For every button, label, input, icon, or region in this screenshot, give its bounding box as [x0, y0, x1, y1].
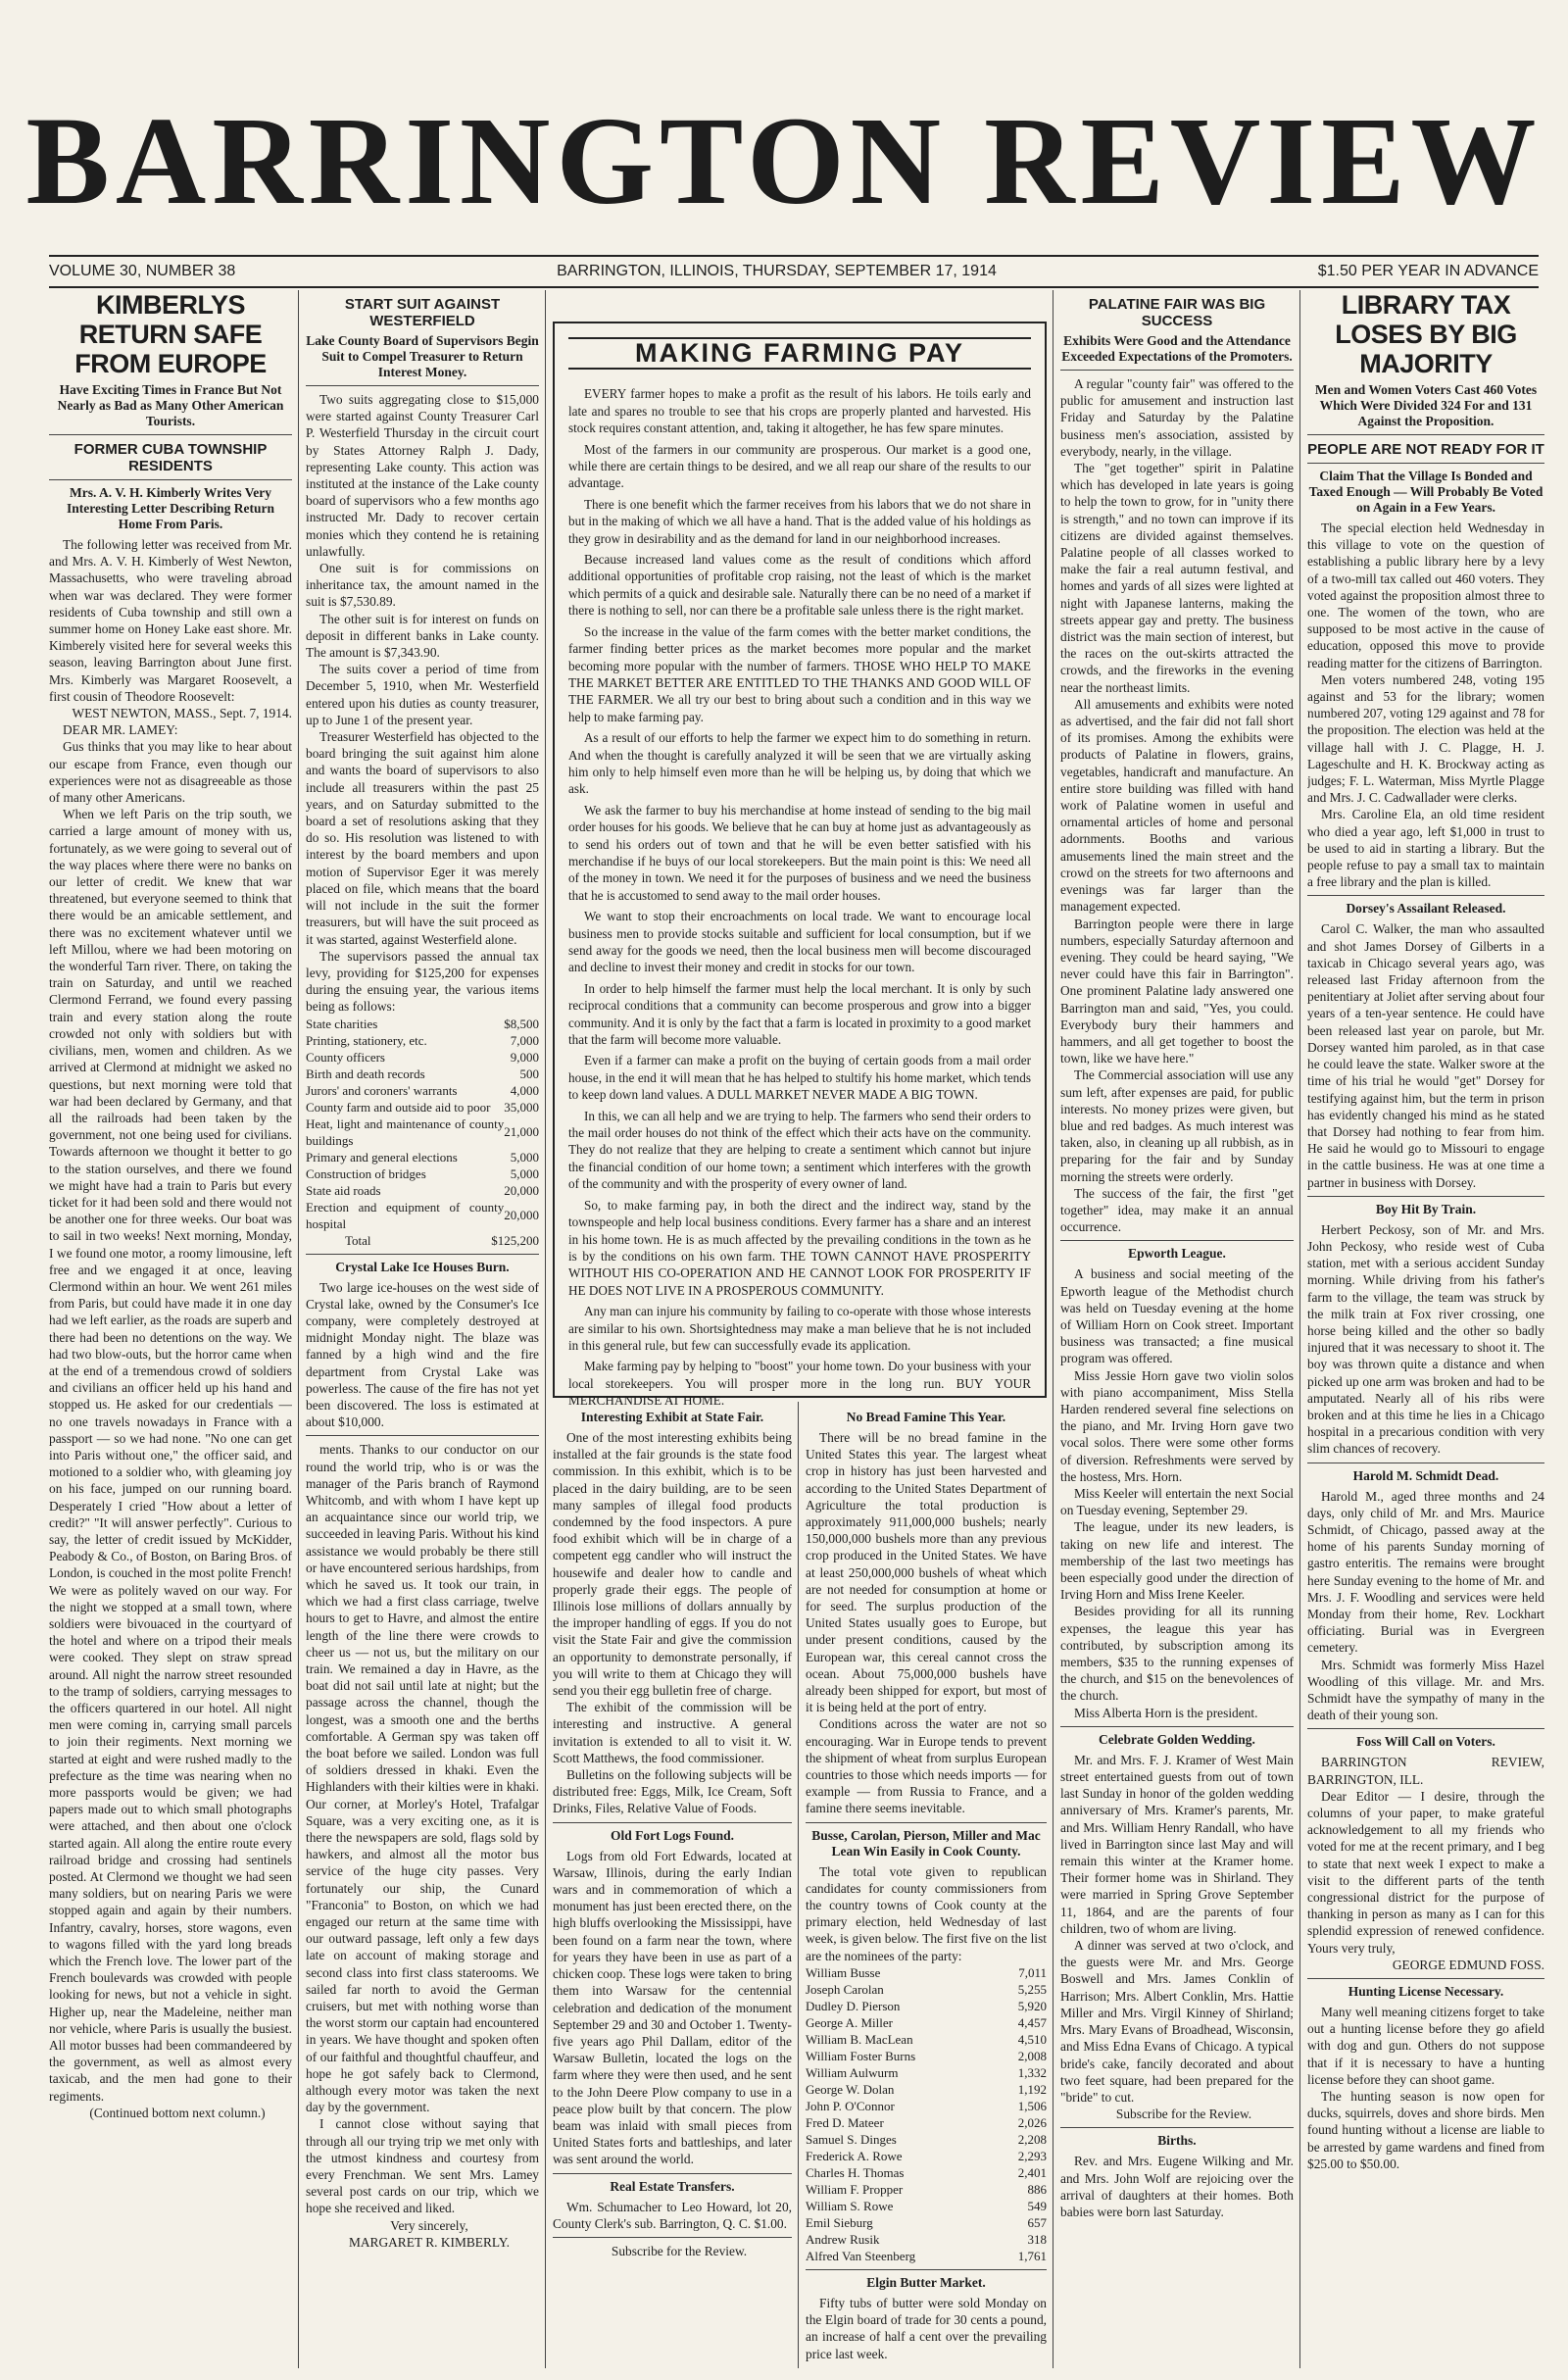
- article-paragraph: Rev. and Mrs. Eugene Wilking and Mr. and Mrs. John Wolf are rejoicing over the arrival of daughters at their homes. Both babies were born last Saturday.: [1060, 2154, 1294, 2219]
- article-paragraph: Most of the farmers in our community are prosperous. Our market is a good one, while there are certain things to be desired, and we all reap our share of the results to our advantage.: [568, 441, 1031, 491]
- article-paragraph: Bulletins on the following subjects will be distributed free: Eggs, Milk, Ice Cream, Soft Drinks, Files, Relative Value of Foods.: [553, 1767, 792, 1816]
- article-paragraph: The success of the fair, the first "get together" idea, may make it an annual occurrence.: [1060, 1185, 1294, 1235]
- candidate-name: William Foster Burns: [806, 2048, 916, 2063]
- article-paragraph: Gus thinks that you may like to hear about our escape from France, even though our experiences were not as disagreeable as those of many other Americans.: [49, 739, 292, 806]
- article-paragraph: Miss Keeler will entertain the next Social on Tuesday evening, September 29.: [1060, 1486, 1294, 1518]
- levy-amount: 500: [519, 1066, 539, 1081]
- article-paragraph: The hunting season is now open for ducks, squirrels, doves and shore birds. Men found hunting without a license are liable to be arrested by game wardens and fined from $25.00 to $50.00.: [1307, 2089, 1544, 2171]
- article-paragraph: The other suit is for interest on funds on deposit in different banks in Lake county. The amount is $7,343.90.: [306, 611, 539, 661]
- vote-row: [806, 1981, 1047, 1998]
- place-date: BARRINGTON, ILLINOIS, THURSDAY, SEPTEMBER 17, 1914: [557, 263, 997, 279]
- article-paragraph: Many well meaning citizens forget to take out a hunting license before they go afield with dog and gun. Others do not suppose that if it is necessary to have a hunting license before they can shoot game.: [1307, 2005, 1544, 2087]
- candidate-votes: 549: [1027, 2198, 1047, 2213]
- levy-item: Printing, stationery, etc.: [306, 1032, 427, 1048]
- candidate-name: George A. Miller: [806, 2014, 893, 2030]
- making-farming-pay-box: [553, 322, 1047, 1409]
- levy-amount: 5,000: [510, 1149, 539, 1165]
- candidate-name: William S. Rowe: [806, 2198, 894, 2213]
- article-paragraph: Harold M., aged three months and 24 days, only child of Mr. and Mrs. Maurice Schmidt, of Chicago, passed away at the home of his parents Sunday morning of gastro enteritis. The remains were brought here Sunday evening to the home of Mr. and Mrs. J. F. Woodling and services were held Monday from their home, Rev. Lockhart officiating. Burial was in Evergreen cemetery.: [1307, 1488, 1544, 1656]
- article-paragraph: Conditions across the water are not so encouraging. War in Europe tends to prevent the shipment of wheat from surplus European countries to those which needs imports — for example — from Russia to France, and a famine there seems inevitable.: [806, 1716, 1047, 1816]
- candidate-name: William F. Propper: [806, 2181, 904, 2197]
- tax-levy-total: Total $125,200: [345, 1232, 539, 1248]
- candidate-name: Dudley D. Pierson: [806, 1998, 901, 2013]
- candidate-name: Andrew Rusik: [806, 2231, 880, 2247]
- letter-salutation: DEAR MR. LAMEY:: [63, 722, 178, 738]
- article-paragraph: Herbert Peckosy, son of Mr. and Mrs. John Peckosy, who reside west of Cuba station, met with a serious accident Sunday morning. While driving from his father's farm to the village, the team was struck by the milk train at Fox river crossing, one horse being killed and the other so badly injured that it was necessary to shoot it. The boy was thrown quite a distance and when picked up one arm was broken and had to be amputated. Nearly all of his ribs were broken and at this time he lies in a Chicago hospital in a precarious condition with very slim chances of recovery.: [1307, 1221, 1544, 1457]
- subhead: Claim That the Village Is Bonded and Taxed Enough — Will Probably Be Voted on Again in a Few Years.: [1308, 469, 1544, 515]
- article-paragraph: All amusements and exhibits were noted as advertised, and the fair did not fall short of its promises. Among the exhibits were products of Palatine in flowers, grains, vegetables, handicraft and manufacture. An entire store building was filled with hand work of Palatine women in useful and ornamental articles of home and personal adornments. Booths and various amusements lined the main street and the crowd on the streets for two afternoons and evenings was far larger than the management expected.: [1060, 696, 1294, 915]
- levy-amount: 21,000: [504, 1124, 539, 1140]
- article-paragraph: Wm. Schumacher to Leo Howard, lot 20, County Clerk's sub. Barrington, Q. C. $1.00.: [553, 2199, 792, 2231]
- dateline: [49, 255, 1539, 288]
- candidate-votes: 1,192: [1017, 2081, 1047, 2097]
- article-paragraph: The special election held Wednesday in this village to vote on the question of establishing a public library here by a levy of a two-mill tax called out 460 voters. They voted against the proposition almost three to one. The women of the town, who are supposed to be most active in the cause of education, opposed this move to provide reading matter for the citizens of Barrington.: [1307, 521, 1544, 670]
- headline-bread-famine: No Bread Famine This Year.: [846, 1410, 1006, 1424]
- primary-votes-table: [806, 1964, 1047, 2264]
- vote-row: [806, 2048, 1047, 2064]
- article-paragraph: So the increase in the value of the farm comes with the better market conditions, the farmer finding better prices as the market becomes more popular and the market becoming more popular with the number of farmers. THOSE WHO HELP TO MAKE THE MARKET BETTER ARE ENTITLED TO THE THANKS AND GOOD WILL OF THE FARMER. We all try our best to bring about such a condition and in this way we help to make farming pay.: [568, 623, 1031, 724]
- article-paragraph: The supervisors passed the annual tax levy, providing for $125,200 for expenses during the ensuing year, the various items being as follows:: [306, 948, 539, 1015]
- headline-golden-wedding: Celebrate Golden Wedding.: [1099, 1731, 1255, 1747]
- article-paragraph: Mr. and Mrs. F. J. Kramer of West Main street entertained guests from out of town last Sunday in honor of the golden wedding anniversary of Mrs. Kramer's parents, Mr. and Mrs. William Henry Randall, who have lived in Barrington since last May and will remain this winter at the Kramer home. Their former home was in Shirland. They were married in Spring Grove September 11, 1864, and are the parents of four children, two of whom are living.: [1060, 1752, 1294, 1936]
- masthead-title: BARRINGTON REVIEW: [25, 91, 1543, 230]
- column-rule: [798, 1402, 799, 2368]
- vote-row: [806, 2064, 1047, 2081]
- vote-row: [806, 2214, 1047, 2231]
- article-paragraph: We ask the farmer to buy his merchandise at home instead of sending to the big mail order houses for his goods. We believe that he can buy at home just as advantageously as to send his orders out of town and that he will be even better satisfied with his merchandise if he buys of our local storekeepers. But the main point is this: We need all of the money in town. We need it for the purposes of business and we need the business that he is accustomed to send away to the mail order houses.: [568, 802, 1031, 903]
- candidate-name: Emil Sieburg: [806, 2214, 873, 2230]
- vote-row: [806, 2198, 1047, 2214]
- candidate-votes: 5,920: [1017, 1998, 1047, 2013]
- article-paragraph: The suits cover a period of time from December 5, 1910, when Mr. Westerfield entered upon his duties as county treasurer, up to June 1 of the present year.: [306, 662, 539, 727]
- vote-row: [806, 2114, 1047, 2131]
- candidate-votes: 2,008: [1017, 2048, 1047, 2063]
- headline-real-estate: Real Estate Transfers.: [610, 2178, 735, 2194]
- article-paragraph: The Commercial association will use any sum left, after expenses are paid, for public interests. No money prizes were given, but blue and red badges. As much interest was taken, also, in cleaning up all rubbish, as in preparing for the fair and by Sunday morning the streets were orderly.: [1060, 1067, 1294, 1184]
- candidate-votes: 1,506: [1017, 2098, 1047, 2113]
- subhead: FORMER CUBA TOWNSHIP RESIDENTS: [74, 441, 268, 474]
- candidate-name: Joseph Carolan: [806, 1981, 884, 1997]
- article-paragraph: So, to make farming pay, in both the direct and the indirect way, stand by the townspeople and help local business conditions. Every farmer has a share and an interest in his home town. He is as much affected by the prevailing conditions in the town as he is by the conditions on his own farm. THE TOWN CANNOT HAVE PROSPERITY WITHOUT HIS CO-OPERATION AND HE CANNOT LOOK FOR PROSPERITY IF HE DOES NOT LIVE IN A PROSPEROUS COMMUNITY.: [568, 1197, 1031, 1298]
- article-paragraph: The following letter was received from Mr. and Mrs. A. V. H. Kimberly of West Newton, Massachusetts, who were traveling abroad when war was declared. They were former residents of Cuba township and still own a summer home on Honey Lake east shore. Mr. Kimberely visited here for several weeks this season, leaving Barrington about June first. Mrs. Kimberly was Margaret Roosevelt, a first cousin of Theodore Roosevelt:: [49, 537, 292, 704]
- column-palatine: [1060, 290, 1294, 2358]
- box-title: MAKING FARMING PAY: [568, 337, 1031, 370]
- headline-kimberly: KIMBERLYS RETURN SAFE FROM EUROPE: [74, 290, 267, 378]
- levy-row: [306, 1199, 539, 1232]
- candidate-name: John P. O'Connor: [806, 2098, 895, 2113]
- vote-row: [806, 2231, 1047, 2248]
- article-paragraph: BARRINGTON REVIEW, BARRINGTON, ILL.: [1307, 1755, 1544, 1787]
- column-rule: [298, 290, 299, 2368]
- levy-item: Construction of bridges: [306, 1165, 426, 1181]
- candidate-votes: 7,011: [1018, 1964, 1047, 1980]
- candidate-votes: 2,401: [1017, 2164, 1047, 2180]
- levy-item: County officers: [306, 1049, 385, 1065]
- levy-row: [306, 1099, 539, 1116]
- candidate-name: Fred D. Mateer: [806, 2114, 884, 2130]
- levy-row: [306, 1116, 539, 1149]
- candidate-votes: 2,026: [1017, 2114, 1047, 2130]
- subscribe-note: Subscribe for the Review.: [611, 2243, 748, 2258]
- levy-amount: 20,000: [504, 1182, 539, 1198]
- levy-row: [306, 1016, 539, 1032]
- levy-row: [306, 1082, 539, 1099]
- candidate-votes: 4,457: [1017, 2014, 1047, 2030]
- article-paragraph: In order to help himself the farmer must help the local merchant. It is only by such reciprocal conditions that a community can become prosperous and grow into a bigger community. And it is only by the fact that a farm is located in proximity to a good market that the farm will become more valuable.: [568, 980, 1031, 1048]
- candidate-votes: 657: [1027, 2214, 1047, 2230]
- newspaper-page: [16, 10, 1552, 2370]
- vote-row: [806, 1964, 1047, 1981]
- headline-primary: Busse, Carolan, Pierson, Miller and Mac Lean Win Easily in Cook County.: [811, 1827, 1041, 1859]
- candidate-votes: 318: [1027, 2231, 1047, 2247]
- headline-state-fair: Interesting Exhibit at State Fair.: [580, 1410, 764, 1424]
- continued-note: (Continued bottom next column.): [89, 2105, 266, 2120]
- article-paragraph: In this, we can all help and we are trying to help. The farmers who send their orders to the mail order houses do not think of the effect which their acts have on the community. They do not realize that they are helping to create a sentiment which cannot but injure the financial condition of our home town; a sentiment which interferes with the growth of the community and with the prosperity of every owner of land.: [568, 1108, 1031, 1192]
- article-paragraph: ments. Thanks to our conductor on our round the world trip, who is or was the manager of the Paris branch of Raymond Whitcomb, and with whom I have kept up an acquaintance since our world trip, we succeeded in leaving Paris. Without his kind assistance we would probably be there still or have encountered serious hardships, from which he saved us. It took our train, in which we had a first class carriage, twelve hours to get to Havre, and almost the entire length of the line there were crowds to cheer us — not us, but the military on our train. We remained a day in Havre, as the boat did not sail until late at night; but the passage across the channel, though the longest, was a smooth one and the berths comfortable. A German spy was taken off the boat before we sailed. London was full of soldiers dressed in khaki. Even the Highlanders with their kilties were in khaki. Our corner, at Morley's Hotel, Trafalgar Square, was a very exciting one, as it is there the newspapers are sold, flags sold by hawkers, and almost all the motor bus service of the huge city passes. Very fortunately our ship, the Cunard "Franconia" to Boston, on which we had engaged our return at the same time with our outward passage, left only a few days late on account of making storage and second class into first class staterooms. We sailed far north to avoid the German cruisers, but met with nothing worse than the worst storm our captain had encountered in years. We have thought and spoken often of our faithful and thoughtful chauffeur, and hope he got safely back to Clermond, although every motor was taken the next day by the government.: [306, 1442, 539, 2115]
- article-paragraph: Logs from old Fort Edwards, located at Warsaw, Illinois, during the early Indian wars and in commemoration of which a monument has just been erected there, on the high bluffs overlooking the Mississippi, have been found on a farm near the town, where for years they have been in use as part of a chicken coop. These logs were taken to bring them into Warsaw for the centennial celebration and dedication of the monument September 29 and 30 and October 1. Twenty-five years ago Phil Dallam, editor of the Warsaw Bulletin, located the logs on the farm where they were then used, and he sent to the John Deere Plow company to use in a peace plow built by that concern. The plow beam was inlaid with small pieces from United States forts and battleships, and later was sent around the world.: [553, 1848, 792, 2167]
- article-paragraph: When we left Paris on the trip south, we carried a large amount of money with us, fortunately, as we were going to several out of the way places where there were no banks on our letter of credit. We knew that war threatened, but everyone seemed to think that there would be an amicable settlement, and there was no excitement whatever until we left Millou, where we had been motoring on the wonderful Tarn river. There, on taking the train on Saturday, and until we reached Clermond Ferrand, we found every passing train and every station along the route crowded not only with soldiers but with civilians, men, women and children. As we arrived at Clermond at midnight we asked no questions, but next morning were told that war had been declared by Germany, and that all the railroads had been taken by the government, not one being used for civilians. Towards afternoon we thought it better to go to the station ourselves, and there we found we might have had a train to Paris but every ticket for it had been sold and there would not be another one for three weeks. Our boat was to sail in two weeks! Next morning, Monday, I we found one motor, a roomy limousine, left free and we engaged it at once, leaving Clermond within an hour. We went 261 miles from Paris, but could have made it in one day had we left earlier, as the roads are superb and there had been no detentions on the way. We had two blow-outs, but the horror came when at the end of a tremendous crowd of soldiers and civilians an officer held up his hand and stopped us. He asked for our credentials — no one travels nowadays in France with a passport — so we had none. "No one can get into Paris without one," the officer said, and motioned to a soldier who, with gleaming joy on his face, jumped on our running board. Desperately I cried "How about a letter of credit?" "It will answer perfectly". Curious to say, the letter of credit issued by McKidder, Peabody & Co., of Boston, on Baring Bros. of London, is couched in the most polite French! We were as politely waved on our way. For the night we stopped at a small town, where soldiers were bivouaced in the courtyard of the hotel and where on a tripod their meals were cooked. They slept on straw spread around. All night the narrow street resounded to the tramp of soldiers, carrying messages to the officers quartered in our hotel. All night men were coming in, carrying small parcels to join their regiments. Next morning we started at eight and were rushed madly to the prefecture as the time was nearing when no more passports would be given; we had papers made out to which small photographs were attached, and then about one o'clock started again. All along the entire route every railroad bridge and crossing had sentinels posted. At Clermond we thought we had seen many soldiers, but on nearing Paris we were stopped again and again by their numbers. Infantry, cavalry, horses, store wagons, even to wagons filled with the yard long breads which the French love. The lower part of the French boulevards was crowded with people looking for news, but not a vehicle in sight. Higher up, near the Madeleine, neither man nor vehicle, where Paris is usually the busiest. All motor busses had been commandeered by the government, as well as almost every taxicab, and the men had gone to their regiments.: [49, 807, 292, 2104]
- subscribe-note: Subscribe for the Review.: [1115, 2107, 1252, 2122]
- headline-butter: Elgin Butter Market.: [866, 2274, 986, 2290]
- levy-item: State aid roads: [306, 1182, 381, 1198]
- candidate-name: William Aulwurm: [806, 2064, 899, 2080]
- candidate-votes: 886: [1027, 2181, 1047, 2197]
- subhead: Lake County Board of Supervisors Begin Suit to Compel Treasurer to Return Interest Money.: [306, 333, 539, 379]
- levy-item: State charities: [306, 1016, 378, 1031]
- column-westerfield: [306, 290, 539, 2358]
- headline-boy-hit: Boy Hit By Train.: [1375, 1201, 1477, 1216]
- levy-amount: 4,000: [510, 1082, 539, 1098]
- levy-row: [306, 1049, 539, 1066]
- headline-ice-houses: Crystal Lake Ice Houses Burn.: [335, 1259, 510, 1274]
- levy-row: [306, 1149, 539, 1165]
- headline-epworth: Epworth League.: [1128, 1246, 1226, 1262]
- article-paragraph: Men voters numbered 248, voting 195 against and 53 for the library; women numbered 207, voting 129 against and 78 for the proposition. The election was held at the village hall with J. C. Plagge, H. J. Lageschulte and H. K. Brockway acting as judges; F. L. Waterman, Miss Myrtle Plagge and Mrs. J. C. Cadwallader were clerks.: [1307, 671, 1544, 806]
- vote-row: [806, 2014, 1047, 2031]
- headline-westerfield: START SUIT AGAINST WESTERFIELD: [344, 296, 501, 329]
- levy-item: Erection and equipment of county hospital: [306, 1199, 505, 1231]
- article-paragraph: A dinner was served at two o'clock, and the guests were Mr. and Mrs. George Boswell and Mrs. James Conklin of Harrison; Mrs. Albert Conklin, Mrs. Hattie Miller and Mrs. Virgil Kinney of Shirland; Mrs. Mary Evans of Broadhead, Wisconsin, and Miss Edna Evans of Chicago. A typical bride's cake, fancily decorated and about two feet square, had been prepared for the "bride" to cut.: [1060, 1938, 1294, 2105]
- candidate-name: Samuel S. Dinges: [806, 2131, 897, 2147]
- candidate-votes: 2,293: [1017, 2148, 1047, 2163]
- vote-row: [806, 2248, 1047, 2264]
- vote-row: [806, 2164, 1047, 2181]
- headline-births: Births.: [1157, 2133, 1197, 2149]
- candidate-name: Charles H. Thomas: [806, 2164, 905, 2180]
- levy-item: Jurors' and coroners' warrants: [306, 1082, 458, 1098]
- letter-signature: GEORGE EDMUND FOSS.: [1392, 1957, 1544, 1972]
- column-rule: [1299, 290, 1300, 2368]
- headline-fort-logs: Old Fort Logs Found.: [610, 1827, 735, 1843]
- article-paragraph: A regular "county fair" was offered to the public for amusement and instruction last Friday and Saturday by the Palatine business men's association, assisted by everybody, nearly, in the village.: [1060, 376, 1294, 459]
- headline-schmidt: Harold M. Schmidt Dead.: [1352, 1467, 1499, 1483]
- headline-library-tax: LIBRARY TAX LOSES BY BIG MAJORITY: [1335, 290, 1517, 378]
- article-paragraph: One suit is for commissions on inheritance tax, the amount named in the suit is $7,530.89.: [306, 561, 539, 610]
- article-paragraph: Any man can injure his community by failing to co-operate with those whose interests are similar to his own. Shortsightedness may make a man believe that he is not included in this general rule, but few can successfully evade its application.: [568, 1304, 1031, 1353]
- article-paragraph: There will be no bread famine in the United States this year. The largest wheat crop in history has just been harvested and according to the United States Department of Agriculture the total production is approximately 911,000,000 bushels; nearly 150,000,000 bushels more than any previous crop produced in the United States. We have at least 250,000,000 bushels of wheat which are not needed for consumption at home or for seed. The surplus production of the United States usually goes to Europe, but under present conditions, caused by the European war, this cereal cannot cross the ocean. About 75,000,000 bushels have already been shipped for export, but most of it is being held at the port of entry.: [806, 1430, 1047, 1715]
- subhead: Men and Women Voters Cast 460 Votes Which Were Divided 324 For and 131 Against the Proposition.: [1314, 382, 1538, 428]
- vote-row: [806, 2131, 1047, 2148]
- column-library-tax: [1307, 290, 1544, 2358]
- vote-row: [806, 2031, 1047, 2048]
- subhead: Exhibits Were Good and the Attendance Exceeded Expectations of the Promoters.: [1061, 333, 1293, 364]
- volume-number: VOLUME 30, NUMBER 38: [49, 263, 236, 279]
- column-rule: [1053, 290, 1054, 2368]
- letter-place: WEST NEWTON, MASS., Sept. 7, 1914.: [72, 706, 292, 721]
- levy-item: Primary and general elections: [306, 1149, 458, 1165]
- headline-dorsey: Dorsey's Assailant Released.: [1346, 901, 1506, 917]
- article-paragraph: Two large ice-houses on the west side of Crystal lake, owned by the Consumer's Ice company, were completely destroyed at midnight Monday night. The blaze was fanned by a high wind and the fire department from Crystal Lake was powerless. The cause of the fire has not yet been discovered. The loss is estimated at about $10,000.: [306, 1279, 539, 1430]
- levy-item: Heat, light and maintenance of county buildings: [306, 1116, 505, 1148]
- article-paragraph: The "get together" spirit in Palatine which has developed in late years is going to help the town to grow, for in "unity there is strength," and no town can improve if its citizens are divided against themselves. Palatine people of all classes worked to make the fair a real autumn festival, and homes and yards of all sizes were lighted at night with Japanese lanterns, making the streets appear gay and pretty. The business district was the main section of interest, but the races on the out-skirts attracted the crowds, and the fireworks in the evening near the northeast limits.: [1060, 461, 1294, 695]
- article-paragraph: EVERY farmer hopes to make a profit as the result of his labors. He toils early and late and spares no trouble to see that his crops are properly planted and harvested. His stock requires constant attention, and, taking it altogether, he has few spare minutes.: [568, 386, 1031, 436]
- candidate-votes: 2,208: [1017, 2131, 1047, 2147]
- levy-amount: 35,000: [504, 1099, 539, 1115]
- levy-row: [306, 1032, 539, 1049]
- column-kimberly: [49, 290, 292, 2358]
- article-paragraph: The exhibit of the commission will be interesting and instructive. A general invitation is extended to all to visit it. W. Scott Matthews, the food commissioner.: [553, 1700, 792, 1765]
- levy-item: Birth and death records: [306, 1066, 425, 1081]
- article-paragraph: Carol C. Walker, the man who assaulted and shot James Dorsey of Gilberts in a taxicab in Chicago several years ago, was released last Friday afternoon from the penitentiary at Joliet after serving about four years of a ten-year sentence. He could have been released last year on parole, but Mr. Dorsey wanted him paroled, as in that case he could leave the state. Walker swore at the time of his trial he would "get" Dorsey for testifying against him, but the term in prison has evidently changed his mind as he stated that Dorsey had nothing to fear from him. He said he would go to Missouri to engage in the cattle business. He was at one time a partner in business with Dorsey.: [1307, 921, 1544, 1190]
- subscription-price: $1.50 PER YEAR IN ADVANCE: [1317, 263, 1539, 279]
- article-paragraph: Besides providing for all its running expenses, the league this year has contributed, by subscription among its members, $35 to the running expenses of the church, and $15 on the benevolences of the church.: [1060, 1604, 1294, 1704]
- headline-foss: Foss Will Call on Voters.: [1356, 1734, 1495, 1750]
- article-paragraph: Miss Jessie Horn gave two violin solos with piano accompaniment, Miss Stella Harden rendered several fine selections on the piano, and Mr. Irving Horn gave two vocal solos. There were some other forms of diversion. Refreshments were served by the hostess, Mrs. Horn.: [1060, 1367, 1294, 1484]
- levy-row: [306, 1165, 539, 1182]
- vote-row: [806, 2148, 1047, 2164]
- candidate-votes: 1,761: [1017, 2248, 1047, 2263]
- article-paragraph: One of the most interesting exhibits being installed at the fair grounds is the state food commission. In this exhibit, which is to be placed in the dairy building, are to be seen many samples of illegal food products condemned by the food inspectors. A pure food exhibit which will be in charge of a competent egg candler who will instruct the housewife and dealer how to candle and properly grade their eggs. The people of Illinois lose millions of dollars annually by the improper handling of eggs. If you do not visit the State Fair and give the commission an opportunity to demonstrate personally, if you will write to them at Chicago they will send you their egg bulletin free of charge.: [553, 1430, 792, 1699]
- article-paragraph: A business and social meeting of the Epworth league of the Methodist church was held on Tuesday evening at the home of William Horn on Cook street. Important business was transacted; a fine musical program was offered.: [1060, 1266, 1294, 1366]
- tax-levy-table: [306, 1016, 539, 1232]
- article-paragraph: Even if a farmer can make a profit on the buying of certain goods from a mail order house, in the end it will mean that he has helped to stultify his home market, which tends to keep down land values. A DULL MARKET NEVER MADE A BIG TOWN.: [568, 1053, 1031, 1103]
- article-paragraph: Miss Alberta Horn is the president.: [1074, 1705, 1258, 1720]
- article-paragraph: There is one benefit which the farmer receives from his labors that we do not share in but in the making of which we all have a hand. That is the added value of his holdings as they grow in desirability and as the demand for land in our neighborhood increases.: [568, 496, 1031, 546]
- column-state-fair: [553, 1406, 792, 2362]
- column-bread-famine: [806, 1406, 1047, 2362]
- article-paragraph: Make farming pay by helping to "boost" your home town. Do your business with your local storekeepers. You will prosper more in the long run. BUY YOUR MERCHANDISE AT HOME.: [568, 1359, 1031, 1409]
- article-paragraph: Mrs. Schmidt was formerly Miss Hazel Woodling of this village. Mr. and Mrs. Schmidt have the sympathy of many in the death of their young son.: [1307, 1657, 1544, 1723]
- subhead: PEOPLE ARE NOT READY FOR IT: [1307, 441, 1544, 458]
- candidate-name: George W. Dolan: [806, 2081, 895, 2097]
- letter-signature: MARGARET R. KIMBERLY.: [348, 2234, 511, 2250]
- article-paragraph: Fifty tubs of butter were sold Monday on the Elgin board of trade for 30 cents a pound, an increase of half a cent over the prevailing price last week.: [806, 2295, 1047, 2361]
- article-paragraph: Because increased land values come as the result of conditions which afford additional opportunities of profitable crop raising, not the least of which is the market which permits of a quick and desirable sale. Naturally there can be no need of a market if there is nothing to sell, nor can there be a profitable sale unless there is the right market.: [568, 552, 1031, 619]
- levy-amount: 5,000: [510, 1165, 539, 1181]
- levy-amount: $8,500: [504, 1016, 539, 1031]
- vote-row: [806, 2098, 1047, 2114]
- vote-row: [806, 1998, 1047, 2014]
- article-paragraph: Mrs. Caroline Ela, an old time resident who died a year ago, left $1,000 in trust to be used to aid in starting a library. But the people refuse to pay a small tax to maintain a free library and the plan is killed.: [1307, 807, 1544, 890]
- letter-closing: Very sincerely,: [390, 2217, 468, 2233]
- subhead: Mrs. A. V. H. Kimberly Writes Very Interesting Letter Describing Return Home From Paris.: [66, 485, 275, 531]
- headline-hunting: Hunting License Necessary.: [1348, 1984, 1504, 2000]
- article-paragraph: We want to stop their encroachments on local trade. We want to encourage local business men to provide stocks suitable and sufficient for local consumption, but if we send away for the goods we need, then the local business men will become discouraged and decline to invest their money and credit in stocks for our town.: [568, 909, 1031, 975]
- levy-amount: 20,000: [504, 1208, 539, 1223]
- candidate-votes: 5,255: [1017, 1981, 1047, 1997]
- levy-amount: 9,000: [510, 1049, 539, 1065]
- article-paragraph: I cannot close without saying that through all our trying trip we met only with the utmost kindness and courtesy from every Frenchman. We sent Mrs. Lamey several post cards on our trip, which we hope she received and liked.: [306, 2116, 539, 2216]
- candidate-name: Alfred Van Steenberg: [806, 2248, 916, 2263]
- headline-palatine: PALATINE FAIR WAS BIG SUCCESS: [1088, 296, 1266, 329]
- article-paragraph: The total vote given to republican candidates for county commissioners from the country towns of Cook county at the primary election, held Wednesday of last week, is given below. The first five on the list are the nominees of the party:: [806, 1863, 1047, 1963]
- article-paragraph: Treasurer Westerfield has objected to the board bringing the suit against him alone and wants the board of supervisors to also include all treasurers within the past 25 years, and on Saturday submitted to the board a set of resolutions asking that they do so. His resolution was listened to with interest by the board members and upon motion of Supervisor Eger it was merely placed on file, which means that the board will not include in the suit the former treasurers, but will have the suit proceed as it was started, against Westerfield alone.: [306, 729, 539, 947]
- candidate-votes: 1,332: [1017, 2064, 1047, 2080]
- article-paragraph: Two suits aggregating close to $15,000 were started against County Treasurer Carl P. Westerfield Thursday in the circuit court by States Attorney Ralph J. Dady, representing Lake county. This action was instituted at the instance of the Lake county board of supervisors who a few months ago instructed Mr. Dady to recover certain monies which they contend he is retaining unlawfully.: [306, 392, 539, 559]
- subhead: Have Exciting Times in France But Not Nearly as Bad as Many Other American Tourists.: [57, 382, 284, 428]
- article-paragraph: Barrington people were there in large numbers, especially Saturday afternoon and evening. They could be heard saying, "We never could have this fair in Barrington". One prominent Palatine lady answered one Barrington man and said, "Yes, you could. Everybody bury their hammers and hammers, and all get together to boost the town, like we have here.": [1060, 916, 1294, 1066]
- article-paragraph: As a result of our efforts to help the farmer we expect him to do something in return. And when the thought is carefully analyzed it will be seen that we are virtually asking him only to help himself even more than he will be helping us, by doing that which we ask.: [568, 730, 1031, 797]
- candidate-name: Frederick A. Rowe: [806, 2148, 903, 2163]
- candidate-name: William Busse: [806, 1964, 881, 1980]
- article-paragraph: Dear Editor — I desire, through the columns of your paper, to make grateful acknowledgement to all my friends who voted for me at the recent primary, and I beg to state that next week I expect to make a visit to the different parts of the tenth congressional district for the purpose of thanking in person as many as I can for this splendid expression of renewed confidence. Yours very truly,: [1307, 1788, 1544, 1956]
- levy-row: [306, 1066, 539, 1082]
- vote-row: [806, 2181, 1047, 2198]
- vote-row: [806, 2081, 1047, 2098]
- candidate-votes: 4,510: [1017, 2031, 1047, 2047]
- candidate-name: William B. MacLean: [806, 2031, 913, 2047]
- column-rule: [545, 290, 546, 2368]
- levy-row: [306, 1182, 539, 1199]
- article-paragraph: The league, under its new leaders, is taking on new life and interest. The membership of the last two meetings has been especially good under the direction of Irving Horn and Miss Irene Keeler.: [1060, 1519, 1294, 1603]
- levy-item: County farm and outside aid to poor: [306, 1099, 491, 1115]
- levy-amount: 7,000: [510, 1032, 539, 1048]
